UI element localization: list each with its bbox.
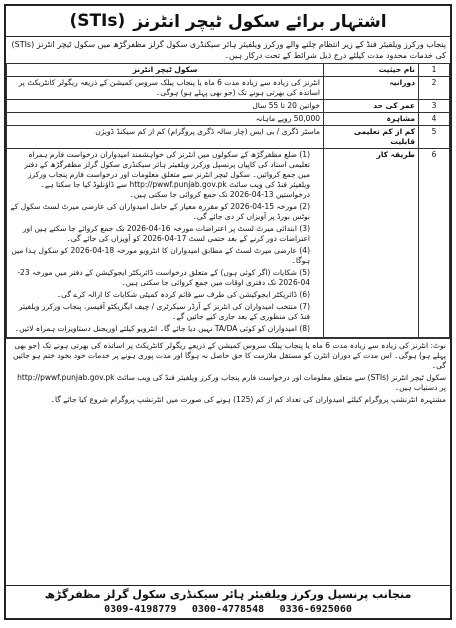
table-row [7,77,450,100]
step-item: (5) شکایات (اگر کوئی ہوں) کے متعلق درخواست ڈائریکٹر ایجوکیشن کے دفتر میں مورخہ 23-04-2026 تک دفتری اوقات میں جمع کروائی جا سکتی ہیں۔ [17,268,310,287]
step-item: (4) عارضی میرٹ لسٹ کے مطابق امیدواران کا انٹرویو مورخہ 18-04-2026 کو سکول ہذا میں ہوگا۔ [11,246,310,265]
row-value: 50,000 روپے ماہانہ [7,113,324,126]
title-text: اشتہار برائے سکول ٹیچر انٹرنز [133,11,387,32]
row-value: سکول ٹیچر انٹرنز [7,64,324,77]
note-paragraph: نوٹ: انٹرنز کی زیادہ سے زیادہ مدت 6 ماہ یا پنجاب پبلک سروس کمیشن کے ذریعے ریگولر کانٹریکٹ پر اساتذہ کی بھرتی ہونے تک (جو بھی پہلے ہو) ہوگی۔ اس مدت کے دوران انٹرن کو مستقل ملازمت کا حق حاصل نہ ہوگا اور مدت پوری ہونے پر خدمات خود بخود ختم ہو جائیں گی۔ [12,341,446,370]
row-label: عمر کی حد [324,100,419,113]
phone-number: 0300-4778548 [191,604,265,615]
step-item: (7) منتخب امیدواران کی انٹرنز کے آرڈر سیکرٹری / چیف ایگزیکٹو آفیسر، پنجاب ورکرز ویلفیئر فنڈ کی منظوری کے بعد جاری کیے جائیں گے۔ [18,302,310,321]
notes-section [6,338,450,409]
row-label: مشاہرہ [324,113,419,126]
step-item: (6) ڈائریکٹر ایجوکیشن کی طرف سے قائم کردہ کمیٹی شکایات کا ازالہ کرے گی۔ [56,290,310,299]
title-tag: (STIs) [69,11,126,31]
phone-number: 0309-4198779 [104,604,177,615]
phone-numbers [6,603,450,618]
table-row [7,149,450,338]
table-row [7,126,450,149]
step-item: (1) ضلع مظفرگڑھ کے سکولوں میں انٹرنز کی خواہشمند امیدواران درخواست فارم ہمراہ تعلیمی اسناد کی کاپیاں پرنسپل ورکرز ویلفیئر ہائر سیکنڈری سکول گرلز مظفرگڑھ کے دفتر میں جمع کروائیں۔ سکول ٹیچر انٹرنز سے متعلق معلومات اور درخواست فارم پنجاب ورکرز ویلفیئر فنڈ کی ویب سائٹ http://pwwf.punjab.gov.pk سے ڈاؤنلوڈ کیا جا سکتا ہے۔ درخواستیں 13-04-2026 تک جمع کروائی جا سکتی ہیں۔ [24,150,310,199]
row-number: 1 [419,64,450,77]
row-number: 5 [419,126,450,149]
row-number: 4 [419,113,450,126]
note-paragraph: مشتہرہ انٹرنشپ پروگرام کیلئے امیدواران کی تعداد کم از کم (125) ہونے کی صورت میں انٹرنشپ پروگرام شروع کیا جائے گا۔ [50,395,446,404]
row-number: 2 [419,77,450,100]
intro-text: پنجاب ورکرز ویلفیئر فنڈ کے زیر انتظام چلنے والے ورکرز ویلفیئر ہائر سیکنڈری سکول گرلز مظفرگڑھ میں سکول ٹیچر انٹرنز (STIs) کی خدمات محدود مدت کیلئے درج ذیل شرائط کے تحت درکار ہیں۔ [11,40,446,60]
phone-number: 0336-6925060 [279,604,352,615]
row-label: دورانیہ [324,77,419,100]
note-paragraph: سکول ٹیچر انٹرنز (STIs) سے متعلق معلومات اور درخواست فارم پنجاب ورکرز ویلفیئر فنڈ کی ویب سائٹ http://pwwf.punjab.gov.pk پر دستیاب ہیں۔ [17,373,446,392]
row-label: طریقہ کار [324,149,419,338]
row-value: ماسٹر ڈگری / بی ایس (چار سالہ ڈگری پروگرام) کم از کم سیکنڈ ڈویژن [7,126,324,149]
ad-title [6,6,450,37]
step-item: (3) ابتدائی میرٹ لسٹ پر اعتراضات مورخہ 16-04-2026 تک جمع کروائے جا سکتے ہیں اور اعتراضات دور کرنے کے بعد حتمی لسٹ 17-04-2026 کو آویزاں کی جائے گی۔ [22,224,310,243]
row-label: کم از کم تعلیمی قابلیت [324,126,419,149]
step-item: (2) مورخہ 15-04-2026 کو مقررہ معیار کے حامل امیدواران کی عارضی میرٹ لسٹ سکول کے نوٹس بورڈ پر آویزاں کر دی جائے گی۔ [10,202,310,221]
table-row [7,113,450,126]
method-steps [7,149,324,338]
signature: منجانب پرنسپل ورکرز ویلفیئر ہائر سیکنڈری سکول گرلز مظفرگڑھ [44,588,412,601]
ad-footer [6,585,450,618]
row-value: انٹرنز کی زیادہ سے زیادہ مدت 6 ماہ یا پنجاب پبلک سروس کمیشن کے ذریعہ ریگولر کانٹریکٹ پر اساتذہ کی بھرتی ہونے تک (جو بھی پہلے ہو) ہوگی۔ [7,77,324,100]
terms-table [6,63,450,338]
table-row [7,64,450,77]
row-value: خواتین 20 تا 55 سال [7,100,324,113]
advertisement [4,4,452,620]
row-number: 6 [419,149,450,338]
step-item: (8) امیدواران کو کوئی TA/DA نہیں دیا جائے گا۔ انٹرویو کیلئے اوریجنل دستاویزات ہمراہ لائیں۔ [14,324,310,333]
row-label: نام حیثیت [324,64,419,77]
table-row [7,100,450,113]
row-number: 3 [419,100,450,113]
